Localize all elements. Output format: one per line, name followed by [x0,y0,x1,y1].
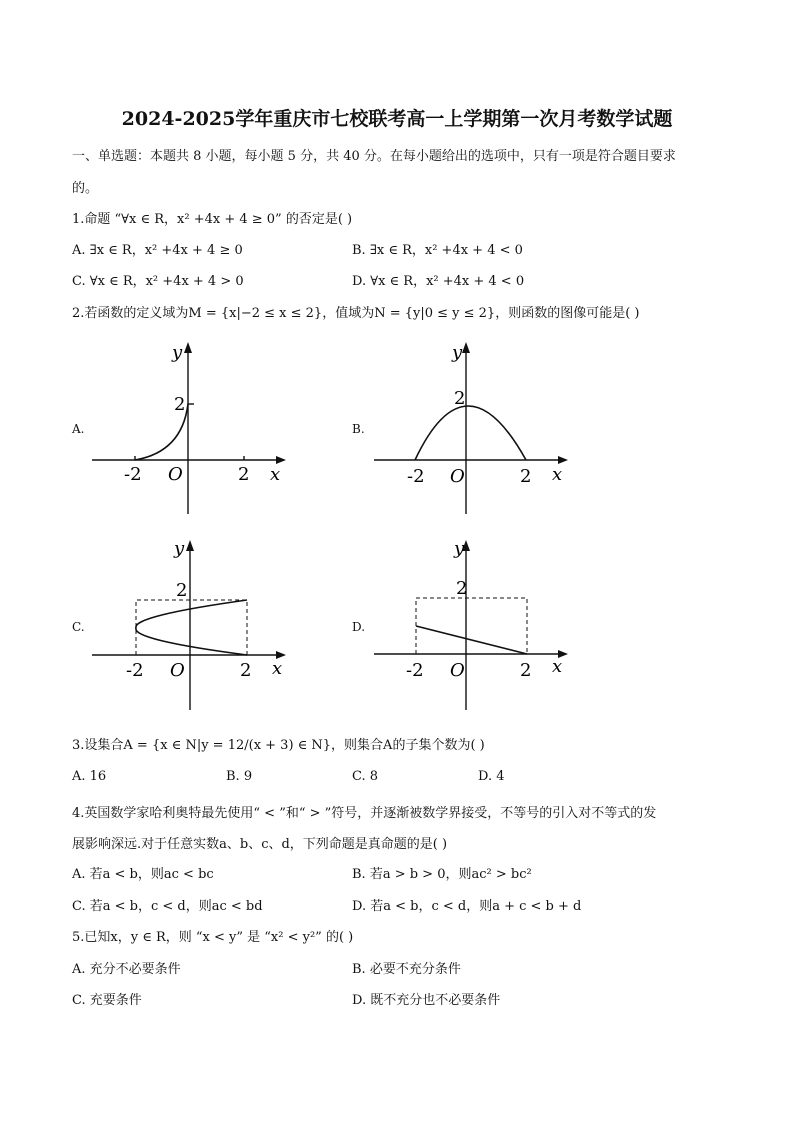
question-5-option-c: C. 充要条件 [72,993,142,1008]
question-4-stem-line1: 4.英国数学家哈利奥特最先使用“ < ”和“ > ”符号，并逐渐被数学界接受，不等号的引入对不等式的发 [72,806,657,821]
graph-c-origin-label: O [170,660,185,681]
graph-a-y-label: y [172,342,183,363]
question-3-option-b: B. 9 [226,769,253,784]
graph-d-neg2-label: -2 [406,660,424,681]
question-4-stem-line2: 展影响深远.对于任意实数a、b、c、d，下列命题是真命题的是( ) [72,837,448,852]
graph-d-origin-label: O [450,660,465,681]
question-2-option-d-letter: D. [352,620,366,634]
graph-b-y-label: y [452,342,463,363]
question-4-option-a: A. 若a < b，则ac < bc [72,867,214,882]
graph-c-neg2-label: -2 [126,660,144,681]
question-3-option-d: D. 4 [478,769,505,784]
question-1-option-a: A. ∃x ∈ R，x² +4x + 4 ≥ 0 [72,243,243,258]
question-2-stem: 2.若函数的定义域为M = {x|−2 ≤ x ≤ 2}，值域为N = {y|0 ≤ y ≤ 2}，则函数的图像可能是( ) [72,306,640,321]
graph-c-x-label: x [272,658,283,679]
graph-c-y-label: y [174,538,185,559]
question-4-option-d: D. 若a < b，c < d，则a + c < b + d [352,899,582,914]
graph-c-2y-label: 2 [176,580,188,601]
graph-d [370,536,580,716]
question-1-option-b: B. ∃x ∈ R，x² +4x + 4 < 0 [352,243,523,258]
graph-b-origin-label: O [450,466,465,487]
question-1-option-c: C. ∀x ∈ R，x² +4x + 4 > 0 [72,274,244,289]
graph-a-neg2-label: -2 [124,464,142,485]
graph-d-2y-label: 2 [456,578,468,599]
graph-a-2x-label: 2 [238,464,250,485]
section-heading-line1: 一、单选题：本题共 8 小题，每小题 5 分，共 40 分。在每小题给出的选项中，只有一项是符合题目要求 [72,149,676,164]
graph-b-2y-label: 2 [454,388,466,409]
graph-d-x-label: x [552,656,563,677]
page-title: 2024-2025学年重庆市七校联考高一上学期第一次月考数学试题 [121,108,673,130]
question-5-option-d: D. 既不充分也不必要条件 [352,993,501,1008]
question-1-option-d: D. ∀x ∈ R，x² +4x + 4 < 0 [352,274,525,289]
graph-b-neg2-label: -2 [407,466,425,487]
question-2-option-a-letter: A. [72,422,85,436]
section-heading-line2: 的。 [72,181,99,196]
graph-d-2x-label: 2 [520,660,532,681]
question-2-option-b-letter: B. [352,422,365,436]
question-5-option-b: B. 必要不充分条件 [352,962,461,977]
question-4-option-c: C. 若a < b，c < d，则ac < bd [72,899,263,914]
graph-a-origin-label: O [168,464,183,485]
graph-b [370,338,580,518]
question-5-stem: 5.已知x，y ∈ R，则 “x < y” 是 “x² < y²” 的( ) [72,930,354,945]
question-5-option-a: A. 充分不必要条件 [72,962,181,977]
graph-c-2x-label: 2 [240,660,252,681]
graph-a [88,338,298,518]
graph-b-x-label: x [552,464,563,485]
question-3-option-a: A. 16 [72,769,107,784]
graph-a-2y-label: 2 [174,394,186,415]
question-2-option-c-letter: C. [72,620,85,634]
graph-a-x-label: x [270,464,281,485]
question-3-option-c: C. 8 [352,769,379,784]
question-4-option-b: B. 若a > b > 0，则ac² > bc² [352,867,532,882]
graph-c [88,536,298,716]
question-3-stem: 3.设集合A = {x ∈ N|y = 12/(x + 3) ∈ N}，则集合A的子集个数为( ) [72,738,485,753]
graph-b-2x-label: 2 [520,466,532,487]
graph-d-y-label: y [454,538,465,559]
question-1-stem: 1.命题 “∀x ∈ R，x² +4x + 4 ≥ 0” 的否定是( ) [72,212,353,227]
